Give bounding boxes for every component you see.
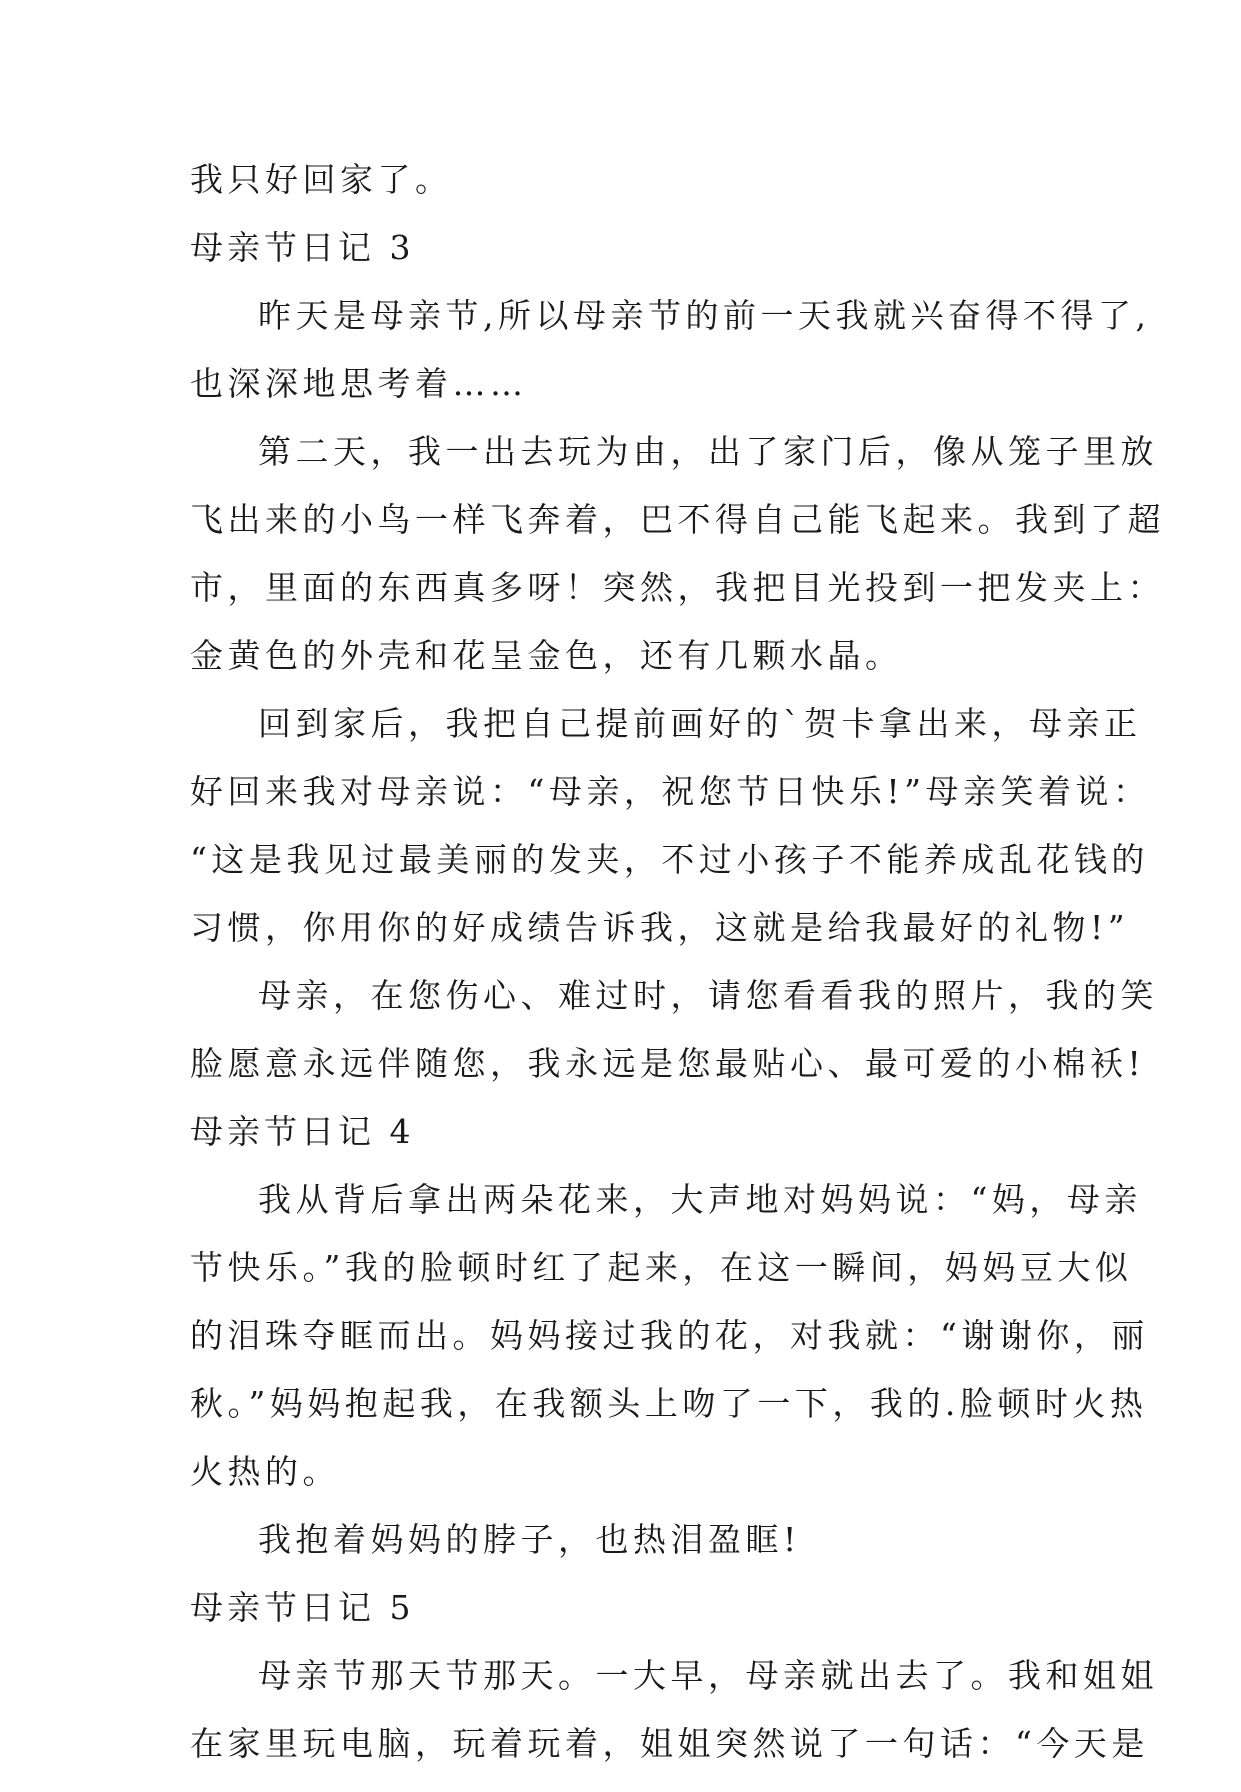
paragraph-line: 金黄色的外壳和花呈金色，还有几颗水晶。 (190, 636, 903, 675)
paragraph-line: 的泪珠夺眶而出。妈妈接过我的花，对我就：“谢谢你，丽 (190, 1316, 1149, 1355)
paragraph-line: 我只好回家了。 (190, 160, 453, 199)
paragraph-line: 回到家后，我把自己提前画好的`贺卡拿出来，母亲正 (258, 704, 1142, 743)
paragraph-line: 好回来我对母亲说：“母亲，祝您节日快乐!”母亲笑着说： (190, 772, 1151, 811)
document-body (190, 160, 1165, 1792)
paragraph-line: 习惯，你用你的好成绩告诉我，这就是给我最好的礼物!” (190, 908, 1130, 947)
paragraph-line: 母亲节那天节那天。一大早，母亲就出去了。我和姐姐 (258, 1656, 1158, 1695)
paragraph-line: 脸愿意永远伴随您，我永远是您最贴心、最可爱的小棉袄! (190, 1044, 1146, 1083)
paragraph-line: 秋。”妈妈抱起我，在我额头上吻了一下，我的.脸顿时火热 (190, 1384, 1148, 1423)
paragraph-line: “这是我见过最美丽的发夹，不过小孩子不能养成乱花钱的 (190, 840, 1149, 879)
paragraph-line: 昨天是母亲节,所以母亲节的前一天我就兴奋得不得了, (258, 296, 1151, 335)
section-heading: 母亲节日记 3 (190, 228, 415, 267)
paragraph-line: 市，里面的东西真多呀！突然，我把目光投到一把发夹上： (190, 568, 1165, 607)
paragraph-line: 第二天，我一出去玩为由，出了家门后，像从笼子里放 (258, 432, 1158, 471)
paragraph-line: 节快乐。”我的脸顿时红了起来，在这一瞬间，妈妈豆大似 (190, 1248, 1133, 1287)
paragraph-line: 我抱着妈妈的脖子，也热泪盈眶! (258, 1520, 801, 1559)
paragraph-line: 我从背后拿出两朵花来，大声地对妈妈说：“妈，母亲 (258, 1180, 1142, 1219)
paragraph-line: 母亲，在您伤心、难过时，请您看看我的照片，我的笑 (258, 976, 1158, 1015)
paragraph-line: 也深深地思考着…… (190, 364, 528, 403)
section-heading: 母亲节日记 4 (190, 1112, 415, 1151)
paragraph-line: 火热的。 (190, 1452, 340, 1491)
paragraph-line: 飞出来的小鸟一样飞奔着，巴不得自己能飞起来。我到了超 (190, 500, 1165, 539)
section-heading: 母亲节日记 5 (190, 1588, 415, 1627)
paragraph-line: 在家里玩电脑，玩着玩着，姐姐突然说了一句话：“今天是 (190, 1724, 1149, 1763)
